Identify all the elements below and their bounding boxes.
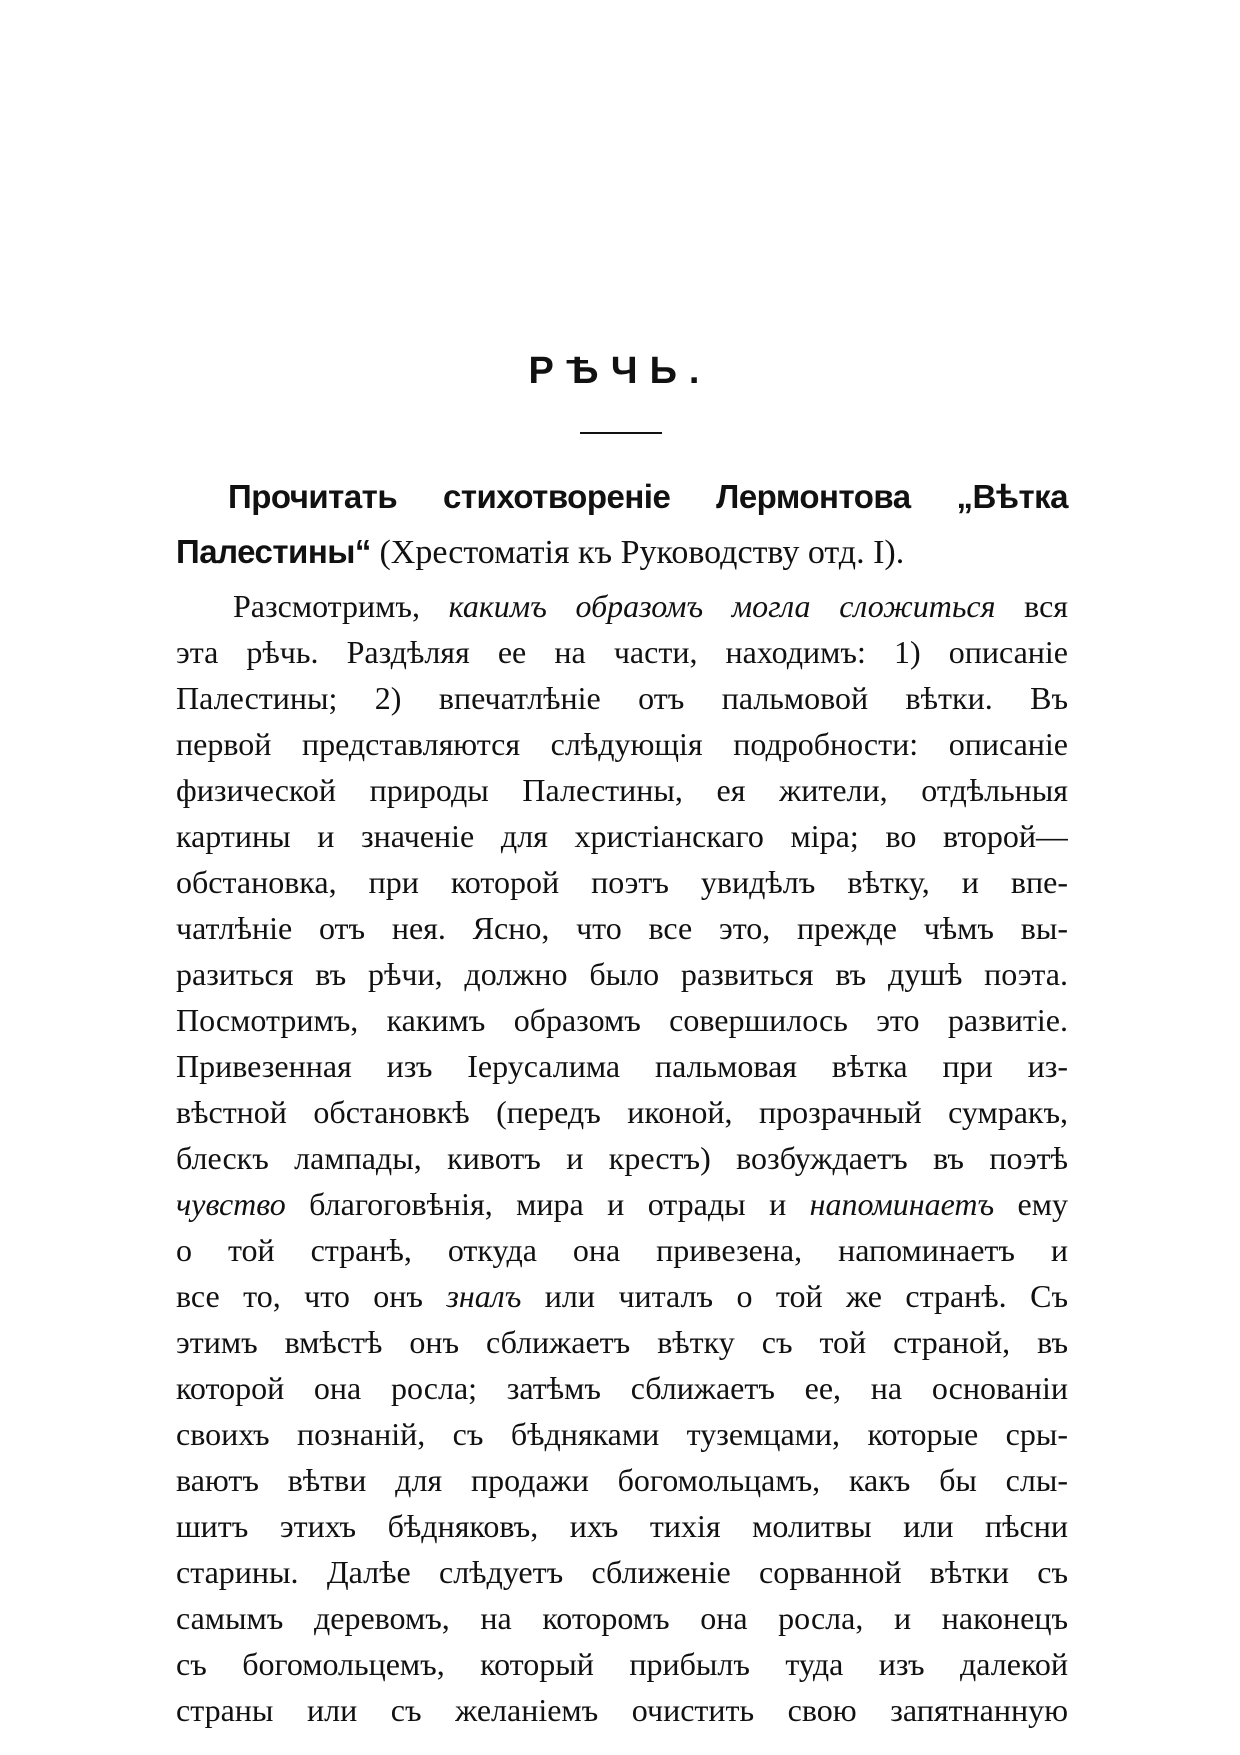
text-segment: ему — [994, 1186, 1068, 1222]
text-line — [176, 629, 1068, 675]
text-segment: эта рѣчь. Раздѣляя ее на части, находимъ: 1) описаніе — [176, 634, 1068, 670]
text-segment: блескъ лампады, кивотъ и крестъ) возбуждаетъ въ поэтѣ — [176, 1140, 1068, 1176]
text-segment: самымъ деревомъ, на которомъ она росла, и наконецъ — [176, 1600, 1068, 1636]
text-segment: вся — [995, 588, 1068, 624]
text-line — [176, 1595, 1068, 1641]
text-segment: шитъ этихъ бѣдняковъ, ихъ тихія молитвы или пѣсни — [176, 1508, 1068, 1544]
task-lead: Прочитать стихотвореніе Лермонтова „Вѣтка Палестины“ — [176, 478, 1068, 570]
text-segment: о той странѣ, откуда она привезена, напоминаетъ и — [176, 1232, 1068, 1268]
emphasis-text: какимъ образомъ могла сложиться — [448, 588, 996, 624]
text-line — [176, 859, 1068, 905]
text-segment: чатлѣніе отъ нея. Ясно, что все это, прежде чѣмъ вы- — [176, 910, 1068, 946]
text-line — [176, 767, 1068, 813]
text-line — [176, 1319, 1068, 1365]
text-line — [176, 721, 1068, 767]
text-line — [176, 1043, 1068, 1089]
text-line — [176, 1549, 1068, 1595]
emphasis-text: напоминаетъ — [809, 1186, 995, 1222]
text-line — [176, 583, 1068, 629]
text-line — [176, 1641, 1068, 1687]
text-line — [176, 1135, 1068, 1181]
text-line — [176, 813, 1068, 859]
text-line — [176, 951, 1068, 997]
text-segment: благоговѣнія, мира и отрады и — [285, 1186, 810, 1222]
text-segment: разиться въ рѣчи, должно было развиться въ душѣ поэта. — [176, 956, 1068, 992]
text-segment: Привезенная изъ Іерусалима пальмовая вѣтка при из- — [176, 1048, 1068, 1084]
text-line — [176, 997, 1068, 1043]
text-segment: съ богомольцемъ, который прибылъ туда изъ далекой — [176, 1646, 1068, 1682]
text-segment: вѣстной обстановкѣ (передъ иконой, прозрачный сумракъ, — [176, 1094, 1068, 1130]
text-segment: обстановка, при которой поэтъ увидѣлъ вѣтку, и впе- — [176, 864, 1068, 900]
text-segment: ваютъ вѣтви для продажи богомольцамъ, какъ бы слы- — [176, 1462, 1068, 1498]
text-line — [176, 1227, 1068, 1273]
text-segment: или читалъ о той же странѣ. Съ — [521, 1278, 1068, 1314]
text-line — [176, 1181, 1068, 1227]
text-segment: своихъ познаній, съ бѣдняками туземцами, которые сры- — [176, 1416, 1068, 1452]
emphasis-text: чувство — [176, 1186, 286, 1222]
text-line — [176, 1273, 1068, 1319]
task-paragraph — [176, 470, 1068, 580]
text-line — [176, 1089, 1068, 1135]
text-line — [176, 1411, 1068, 1457]
text-segment: Разсмотримъ, — [233, 588, 449, 624]
text-line — [176, 675, 1068, 721]
text-line — [176, 1503, 1068, 1549]
text-line — [176, 1365, 1068, 1411]
heading-divider — [580, 432, 662, 434]
text-segment: этимъ вмѣстѣ онъ сближаетъ вѣтку съ той страной, въ — [176, 1324, 1068, 1360]
text-segment: старины. Далѣе слѣдуетъ сближеніе сорванной вѣтки съ — [176, 1554, 1068, 1590]
text-line — [176, 1457, 1068, 1503]
body-paragraph — [176, 583, 1068, 1733]
text-segment: которой она росла; затѣмъ сближаетъ ее, на основаніи — [176, 1370, 1068, 1406]
text-line — [176, 1687, 1068, 1733]
task-reference: (Хрестоматія къ Руководству отд. I). — [370, 534, 905, 571]
text-segment: Палестины; 2) впечатлѣніе отъ пальмовой вѣтки. Въ — [176, 680, 1068, 716]
text-segment: физической природы Палестины, ея жители, отдѣльныя — [176, 772, 1068, 808]
text-segment: первой представляются слѣдующія подробности: описаніе — [176, 726, 1068, 762]
text-segment: Посмотримъ, какимъ образомъ совершилось это развитіе. — [176, 1002, 1068, 1038]
text-segment: страны или съ желаніемъ очистить свою запятнанную — [176, 1692, 1068, 1728]
text-segment: все то, что онъ — [176, 1278, 447, 1314]
chapter-heading: РѢЧЬ. — [528, 350, 712, 392]
text-line — [176, 905, 1068, 951]
text-segment: картины и значеніе для христіанскаго міра; во второй— — [176, 818, 1068, 854]
emphasis-text: зналъ — [446, 1278, 522, 1314]
